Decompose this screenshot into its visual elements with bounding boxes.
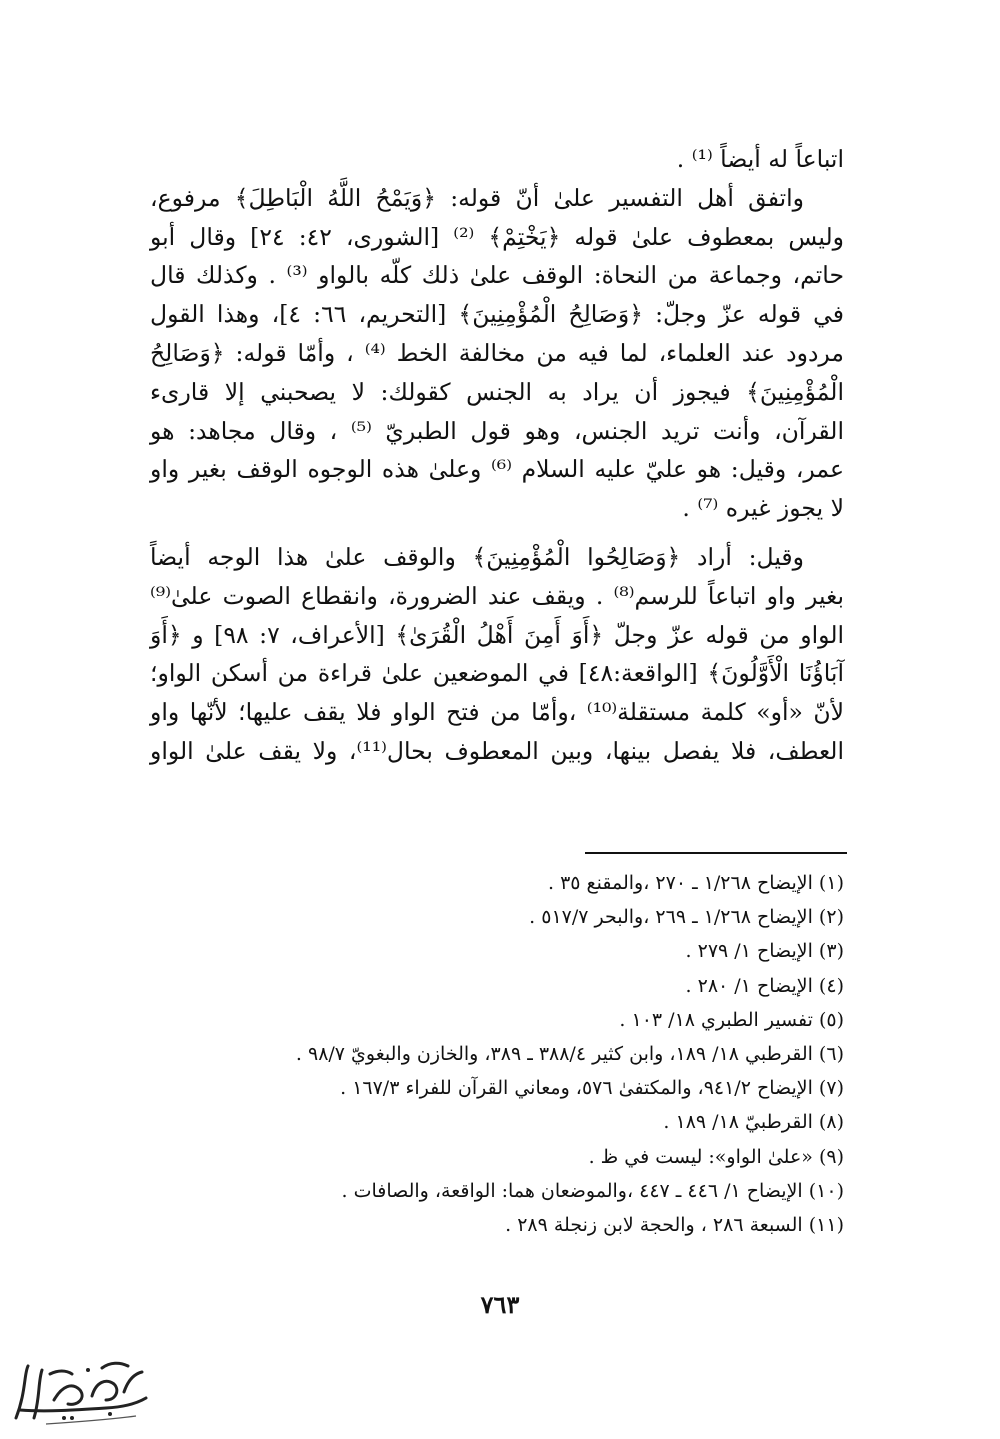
text-line: آبَاؤُنَا الْأَوَّلُونَ﴾ [الواقعة:٤٨] في الموضعين علىٰ قراءة من أسكن الواو؛ [150, 659, 844, 688]
footnote: (٢) الإيضاح ١/٢٦٨ ـ ٢٦٩ ،والبحر ٥١٧/٧ . [529, 906, 844, 929]
text-line: لا يجوز غيره ⁽⁷⁾ . [682, 494, 844, 523]
footnote: (١٠) الإيضاح ١/ ٤٤٦ ـ ٤٤٧ ،والموضعان هما: الواقعة، والصافات . [341, 1179, 844, 1202]
text-line: عمر، وقيل: هو عليّ عليه السلام ⁽⁶⁾ وعلىٰ هذه الوجوه الوقف بغير واو [150, 455, 844, 484]
text-line: الواو من قوله عزّ وجلّ ﴿أَوَ أَمِنَ أَهْلُ الْقُرَىٰ﴾ [الأعراف، ٧: ٩٨] و ﴿أَوَ [150, 620, 845, 649]
text-line: لأنّ «أو» كلمة مستقلة⁽¹⁰⁾ ،وأمّا من فتح الواو فلا يقف عليها؛ لأنّها واو [150, 698, 844, 727]
footnote: (٤) الإيضاح ١/ ٢٨٠ . [685, 974, 844, 997]
footnote: (١١) السبعة ٢٨٦ ، والحجة لابن زنجلة ٢٨٩ . [505, 1213, 844, 1236]
footnote: (٩) «علىٰ الواو»: ليست في ظ . [588, 1145, 844, 1168]
text-line: بغير واو اتباعاً للرسم⁽⁸⁾ . ويقف عند الضرورة، وانقطاع الصوت علىٰ⁽⁹⁾ [150, 581, 844, 610]
text-line: في قوله عزّ وجلّ: ﴿وَصَالِحُ الْمُؤْمِنِينَ﴾ [التحريم، ٦٦: ٤]، وهذا القول [150, 300, 844, 329]
text-line: واتفق أهل التفسير علىٰ أنّ قوله: ﴿وَيَمْحُ اللَّهُ الْبَاطِلَ﴾ مرفوع، [150, 183, 804, 212]
main-text [150, 140, 844, 771]
footnote: (٣) الإيضاح ١/ ٢٧٩ . [685, 940, 844, 963]
page-number: ٧٦٣ [480, 1290, 520, 1319]
text-line: اتباعاً له أيضاً ⁽¹⁾ . [676, 145, 844, 173]
text-line: وقيل: أراد ﴿وَصَالِحُوا الْمُؤْمِنِينَ﴾ والوقف علىٰ هذا الوجه أيضاً [150, 542, 804, 571]
footnote: (٧) الإيضاح ٩٤١/٢، والمكتفىٰ ٥٧٦، ومعاني القرآن للفراء ١٦٧/٣ . [340, 1077, 844, 1100]
footnote: (١) الإيضاح ١/٢٦٨ ـ ٢٧٠ ،والمقنع ٣٥ . [547, 872, 844, 894]
text-line: مردود عند العلماء، لما فيه من مخالفة الخط ⁽⁴⁾ ، وأمّا قوله: ﴿وَصَالِحُ [150, 338, 844, 367]
library-stamp-calligraphy-icon [6, 1352, 156, 1430]
text-line: القرآن، وأنت تريد الجنس، وهو قول الطبريّ ⁽⁵⁾ ، وقال مجاهد: هو [150, 416, 844, 445]
footnotes [150, 866, 844, 1242]
text-line: العطف، فلا يفصل بينها، وبين المعطوف بحال⁽¹¹⁾، ولا يقف علىٰ الواو [150, 736, 844, 765]
footnote-separator [585, 852, 847, 854]
footnote: (٨) القرطبيّ ١٨/ ١٨٩ . [663, 1111, 844, 1134]
text-line: وليس بمعطوف علىٰ قوله ﴿يَخْتِمْ﴾ ⁽²⁾ [الشورى، ٤٢: ٢٤] وقال أبو [150, 222, 844, 251]
text-line: حاتم، وجماعة من النحاة: الوقف علىٰ ذلك كلّه بالواو ⁽³⁾ . وكذلك قال [150, 261, 844, 290]
text-line: الْمُؤْمِنِينَ﴾ فيجوز أن يراد به الجنس كقولك: لا يصحبني إلا قارىء [150, 377, 844, 406]
footnote: (٦) القرطبي ١٨/ ١٨٩، وابن كثير ٣٨٨/٤ ـ ٣٨٩، والخازن والبغويّ ٩٨/٧ . [295, 1042, 844, 1065]
stamp-drawing [6, 1352, 156, 1430]
footnote: (٥) تفسير الطبري ١٨/ ١٠٣ . [619, 1008, 844, 1031]
